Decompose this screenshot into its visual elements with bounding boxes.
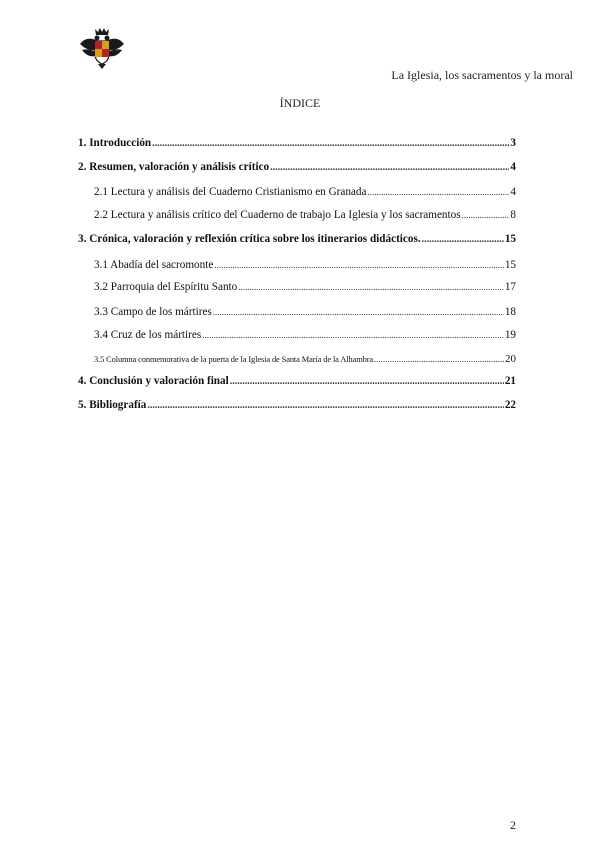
toc-entry-page: 8 [510,209,516,221]
toc-entry[interactable] [78,328,516,342]
toc-entry-label: 3.1 Abadía del sacromonte [94,259,214,271]
dot-leader [238,280,504,294]
toc-entry-page: 20 [505,353,516,365]
toc-entry[interactable] [78,258,516,272]
toc-entry-page: 19 [504,329,516,341]
toc-entry-page: 4 [510,186,516,198]
toc-entry-label: 2.1 Lectura y análisis del Cuaderno Cristianismo en Granada [94,186,367,198]
running-header: La Iglesia, los sacramentos y la moral [391,68,573,82]
toc-entry[interactable] [78,280,516,294]
dot-leader [367,185,509,199]
toc-entry[interactable] [78,160,516,175]
dot-leader [147,399,503,413]
toc-entry-label: 3.4 Cruz de los mártires [94,329,202,341]
toc-entry-label: 5. Bibliografía [78,399,147,411]
dot-leader [213,305,504,319]
toc-entry-label: 1. Introducción [78,137,152,149]
toc-entry-page: 18 [504,306,516,318]
dot-leader [202,328,504,342]
toc-entry-label: 4. Conclusión y valoración final [78,375,229,387]
toc-entry-page: 15 [504,233,516,245]
toc-entry-label: 3.2 Parroquia del Espíritu Santo [94,281,238,293]
toc-entry[interactable] [78,305,516,319]
university-crest-icon [76,26,128,70]
toc-entry-page: 4 [510,161,516,173]
dot-leader [270,161,509,175]
dot-leader [214,258,504,272]
toc-entry-page: 3 [510,137,516,149]
toc-entry-label: 3.3 Campo de los mártires [94,306,212,318]
toc-entry-page: 17 [504,281,516,293]
toc-entry[interactable] [78,136,516,151]
toc-entry[interactable] [78,374,516,389]
toc-entry[interactable] [78,185,516,199]
dot-leader [422,233,504,247]
toc-entry-label: 3.5 Columna conmemorativa de la puerta de la Iglesia de Santa María de la Alhambra [94,355,374,364]
dot-leader [374,352,504,366]
toc-entry[interactable] [78,352,516,367]
toc-entry-label: 2.2 Lectura y análisis crítico del Cuaderno de trabajo La Iglesia y los sacramentos [94,209,461,221]
toc-entry-page: 15 [504,259,516,271]
toc-entry-page: 21 [504,375,516,387]
page-title: ÍNDICE [279,96,321,110]
toc-entry[interactable] [78,208,516,222]
dot-leader [230,375,504,389]
page-number: 2 [510,818,516,832]
toc-entry-page: 22 [504,399,516,411]
toc-entry[interactable] [78,232,516,247]
toc-entry-label: 2. Resumen, valoración y análisis crítico [78,161,270,173]
dot-leader [152,137,509,151]
toc-entry-label: 3. Crónica, valoración y reflexión crítica sobre los itinerarios didácticos. [78,233,421,245]
toc-entry[interactable] [78,398,516,413]
dot-leader [462,208,510,222]
